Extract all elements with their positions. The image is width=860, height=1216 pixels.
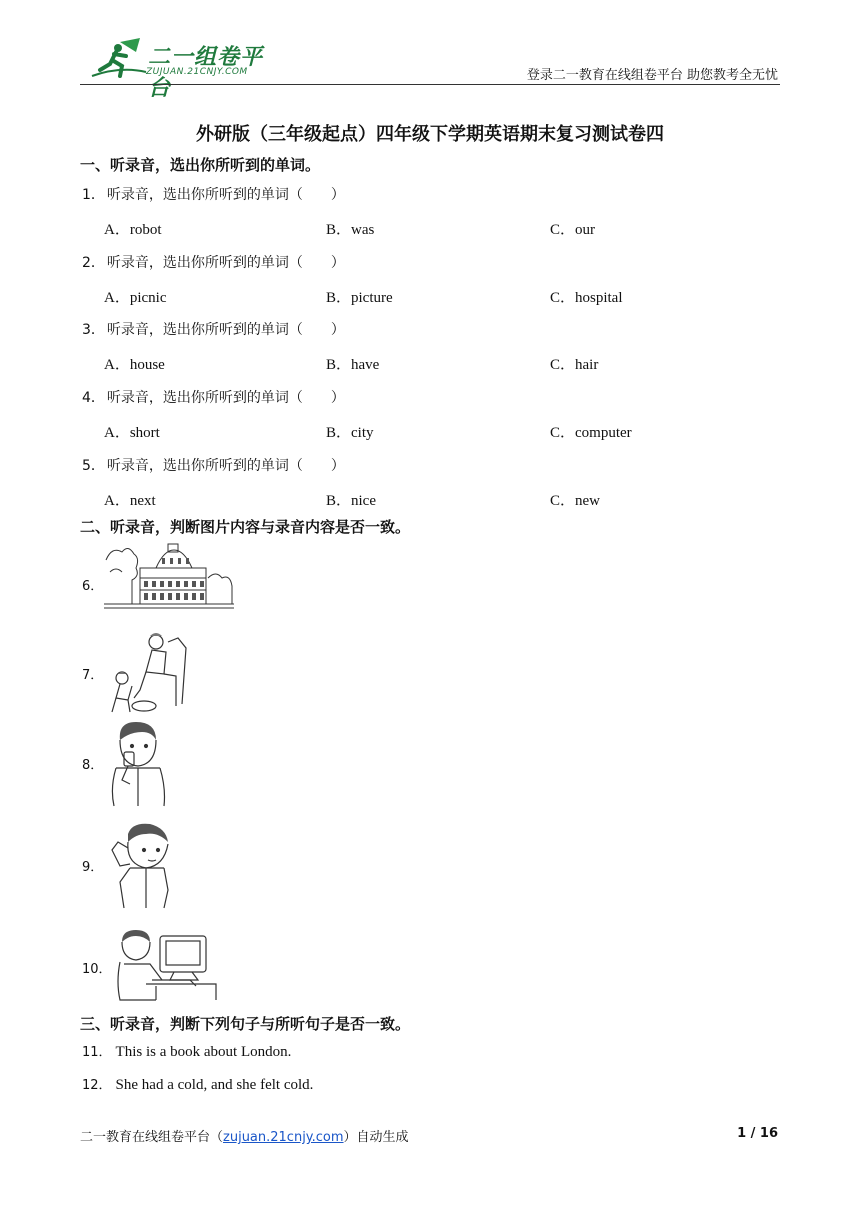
question-1-option-c: C．our <box>550 222 596 238</box>
question-6-number: 6． <box>82 579 104 594</box>
question-1-stem <box>82 184 345 204</box>
question-11 <box>82 1041 291 1061</box>
question-number: 12． <box>82 1078 112 1093</box>
sentence-text: She had a cold, and she felt cold. <box>115 1077 314 1093</box>
footer-link[interactable]: zujuan.21cnjy.com <box>223 1130 344 1145</box>
site-logo[interactable] <box>90 36 280 101</box>
header-slogan: 登录二一教育在线组卷平台 助您教考全无忧 <box>526 68 778 83</box>
section-1-heading: 一、听录音，选出你所听到的单词。 <box>80 156 321 174</box>
question-number: 5． <box>82 458 105 474</box>
question-text: 听录音，选出你所听到的单词（ ） <box>106 390 345 406</box>
question-10-number: 10． <box>82 962 112 977</box>
sentence-text: This is a book about London. <box>115 1044 292 1060</box>
question-number: 4． <box>82 390 105 406</box>
question-4-option-b: B．city <box>326 425 374 441</box>
question-2-option-a: A．picnic <box>104 290 167 306</box>
section-2-heading: 二、听录音，判断图片内容与录音内容是否一致。 <box>80 518 411 536</box>
question-3-option-c: C．hair <box>550 357 599 373</box>
question-7-number: 7． <box>82 668 104 683</box>
logo-text: 二一组卷平台 <box>148 45 264 101</box>
page-title: 外研版（三年级起点）四年级下学期英语期末复习测试卷四 <box>196 124 664 145</box>
question-number: 3． <box>82 322 105 338</box>
question-1-option-a: A．robot <box>104 222 162 238</box>
question-text: 听录音，选出你所听到的单词（ ） <box>106 255 345 271</box>
question-text: 听录音，选出你所听到的单词（ ） <box>106 187 345 203</box>
footer-prefix: 二一教育在线组卷平台（ <box>80 1130 224 1145</box>
boy-scratching-ear-picture <box>108 820 176 910</box>
header-divider <box>80 84 780 85</box>
question-2-option-b: B．picture <box>326 290 393 306</box>
section-3-heading: 三、听录音，判断下列句子与所听句子是否一致。 <box>80 1015 411 1033</box>
boy-at-computer-picture <box>116 928 220 1002</box>
question-1-option-b: B．was <box>326 222 375 238</box>
question-number: 11． <box>82 1045 112 1060</box>
question-text: 听录音，选出你所听到的单词（ ） <box>106 322 345 338</box>
building-picture <box>104 542 234 612</box>
question-5-option-c: C．new <box>550 493 600 509</box>
question-5-option-a: A．next <box>104 493 156 509</box>
question-5-option-b: B．nice <box>326 493 376 509</box>
question-5-stem <box>82 455 345 475</box>
question-number: 2． <box>82 255 105 271</box>
runner-logo-icon <box>90 36 150 82</box>
question-9-number: 9． <box>82 860 104 875</box>
footer-suffix: ）自动生成 <box>343 1130 409 1145</box>
question-text: 听录音，选出你所听到的单词（ ） <box>106 458 345 474</box>
question-2-stem <box>82 252 345 272</box>
question-3-stem <box>82 319 345 339</box>
question-2-option-c: C．hospital <box>550 290 623 306</box>
question-8-number: 8． <box>82 758 104 773</box>
question-4-option-c: C．computer <box>550 425 632 441</box>
child-helping-grandma-picture <box>106 628 190 716</box>
question-number: 1． <box>82 187 105 203</box>
question-3-option-a: A．house <box>104 357 165 373</box>
question-4-option-a: A．short <box>104 425 160 441</box>
footer-source <box>80 1126 409 1145</box>
question-12 <box>82 1074 313 1094</box>
question-4-stem <box>82 387 345 407</box>
question-3-option-b: B．have <box>326 357 380 373</box>
boy-drinking-picture <box>106 718 168 808</box>
logo-subtext: ZUJUAN.21CNJY.COM <box>146 67 248 77</box>
page-number: 1 / 16 <box>737 1126 778 1141</box>
